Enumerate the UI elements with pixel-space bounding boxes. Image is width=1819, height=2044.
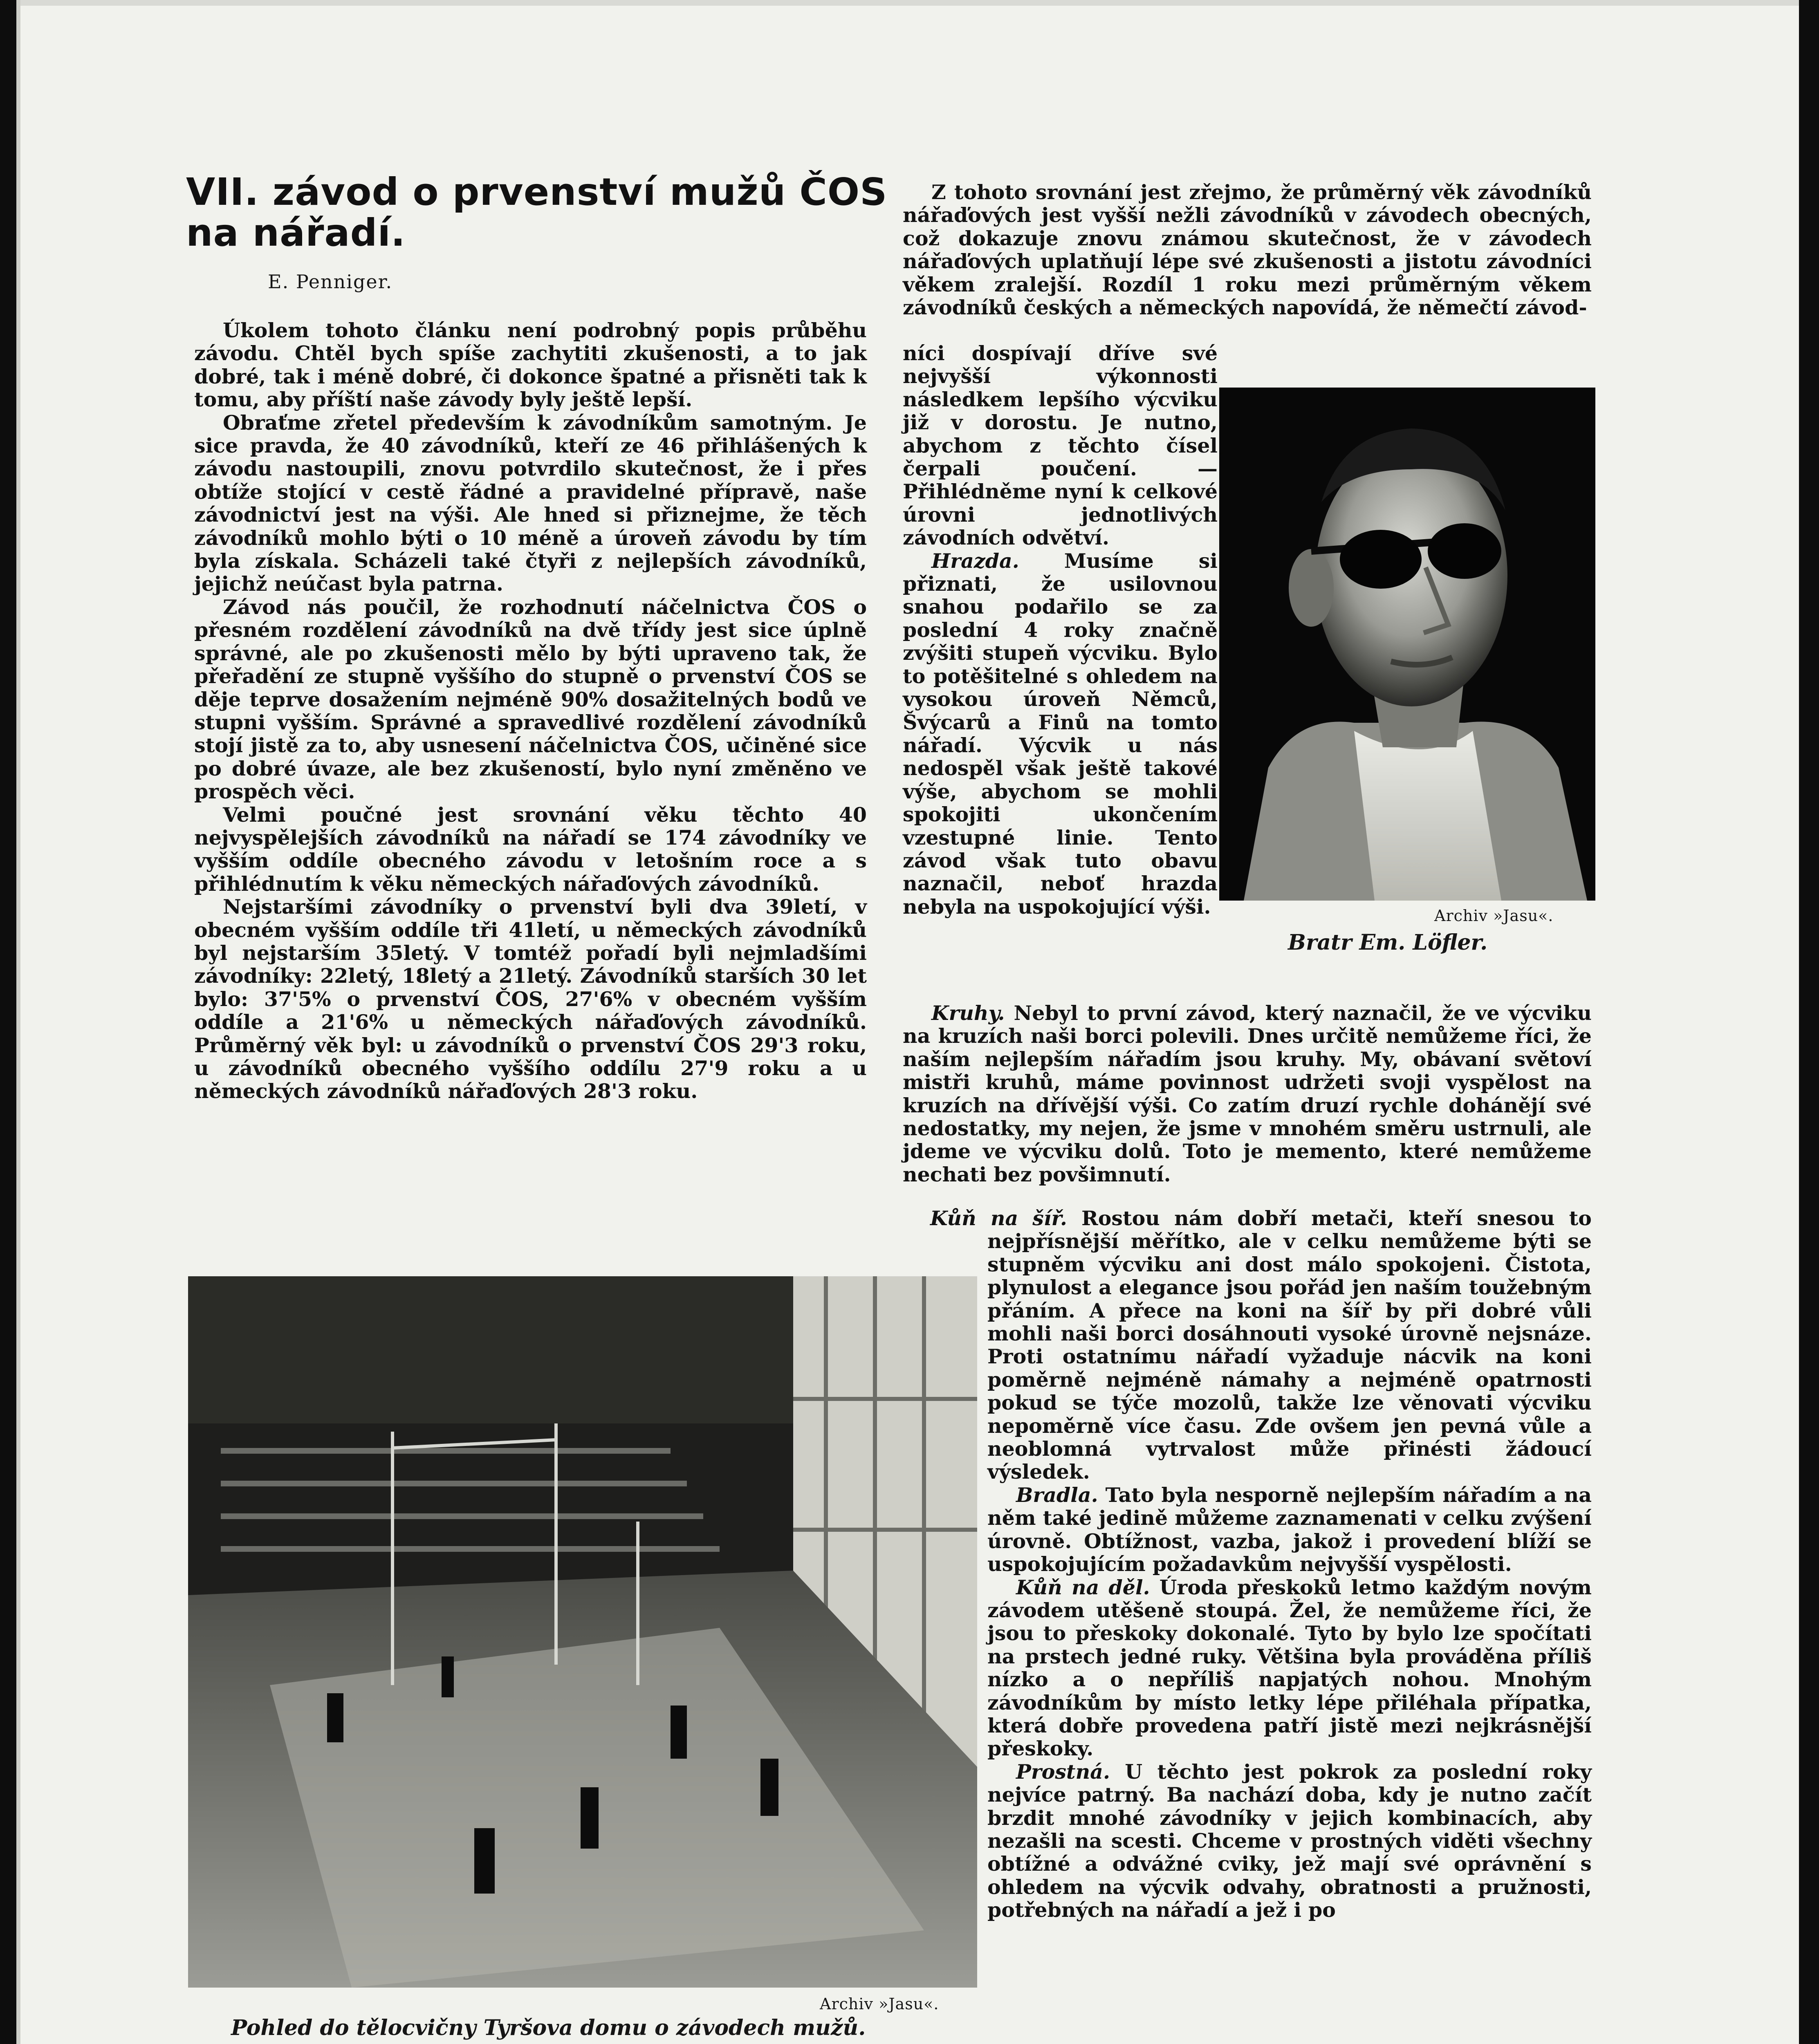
scan-edge-left [16,0,20,2044]
article-author: E. Penniger. [268,271,393,293]
portrait-caption: Bratr Em. Löfler. [1288,930,1488,955]
paragraph-bradla [987,1484,1592,1576]
gym-hall-illustration [188,1276,977,1988]
paragraph-kruhy [903,1002,1592,1186]
portrait-credit: Archiv »Jasu«. [1434,907,1554,925]
text-kruhy: Nebyl to první závod, který naznačil, že ve výcviku na kruzích naši borci polevili. Dnes určitě nemůžeme říci, že naším nejlepším nářadím jsou kruhy. My, obávaní světoví mistři kruhů, máme povinnost udržeti svoji vyspělost na kruzích na dřívější výši. Co zatím druzí rychle dohánějí své nedostatky, my nejen, že jsme v mnohém směru ustrnuli, ale jdeme ve výcviku dolů. Toto je memento, které nemůžeme nechati bez povšimnutí. [903,1001,1592,1186]
text-kun-sir: Rostou nám dobří metači, kteří snesou to nejpřísnější měřítko, ale v celku nemůžeme býti se stupněm výcviku ani dost málo spokojeni. Čistota, plynulost a elegance jsou pořád jen naším toužebným přáním. A přece na koni na šíř by při dobré vůli mohli naši borci dosáhnouti vysoké úrovně nejsnáze. Proti ostatnímu nářadí vyžaduje nácvik na koni poměrně nejméně námahy a nejméně opatrnosti pokud se týče mozolů, takže lze věnovati výcviku nepoměrně více času. Zde ovšem jen pevná vůle a neoblomná vytrvalost může přinésti žádoucí výsledek. [987,1206,1592,1484]
right-column-top [903,181,1592,319]
right-column-lower [903,1002,1592,1186]
paragraph-intro: Úkolem tohoto článku není podrobný popis průběhu závodu. Chtěl bych spíše zachytiti zkušenosti, a to jak dobré, tak i méně dobré, či dokonce špatné a přisněti tak k tomu, aby příští naše závody byly ještě lepší. [194,318,867,412]
scan-edge-top [16,0,1799,6]
magazine-page [16,0,1799,2044]
heading-hrazda: Hrazda. [931,549,1019,573]
paragraph-competitors: Obraťme zřetel především k závodníkům samotným. Je sice pravda, že 40 závodníků, kteří ze 46 přihlášených k závodu nastoupili, znovu potvrdilo skutečnost, že i přes obtíže stojící v cestě řádné a pravidelné přípravě, naše závodnictví jest na výši. Ale hned si přiznejme, že těch závodníků mohlo býti o 10 méně a úroveň závodu by tím byla získala. Scházeli také čtyři z nejlepších závodníků, jejichž neúčast byla patrna. [194,410,867,596]
left-column [194,319,867,1103]
portrait-photo [1219,388,1595,901]
glasses-left-lens [1340,530,1422,589]
heading-kun-del: Kůň na děl. [1016,1575,1150,1599]
heading-prostna: Prostná. [1016,1759,1110,1784]
heading-kun-sir: Kůň na šíř. [930,1206,1067,1230]
right-column-wrap [903,342,1218,918]
text-prostna: U těchto jest pokrok za poslední roky nejvíce patrný. Ba nachází doba, kdy je nutno začít brzdit mnohé závodníky v jejich kombinacích, aby nezašli na scesti. Chceme v prostných viděti všechny obtížné a odvážné cviky, jež mají své oprávnění s ohledem na výcvik odvahy, obratnosti a pružnosti, potřebných na nářadí a jež i po [987,1759,1592,1922]
text-bradla: Tato byla nesporně nejlepším nářadím a na něm také jedině můžeme zaznamenati v celku zvýšení úrovně. Obtížnost, vazba, jakož i provedení blíží se uspokojujícím požadavkům nejvyšší vyspělosti. [987,1483,1592,1576]
paragraph-comparison-cont: níci dospívají dříve své nejvyšší výkonnosti následkem lepšího výcviku již v dorostu. Je nutno, abychom z těchto čísel čerpali poučení. — Přihlédněme nyní k celkové úrovni jednotlivých závodních odvětví. [903,341,1218,550]
paragraph-classes: Závod nás poučil, že rozhodnutí náčelnictva ČOS o přesném rozdělení závodníků na dvě třídy jest sice úplně správné, ale po zkušenosti mělo by býti upraveno tak, že přeřadění ze stupně vyššího do stupně o prvenství ČOS se děje teprve dosažením nejméně 90% dosažitelných bodů ve stupni vyšším. Správné a spravedlivé rozdělení závodníků stojí jistě za to, aby usnesení náčelnictva ČOS, učiněné sice po dobré úvaze, ale bez zkušeností, bylo nyní změněno ve prospěch věci. [194,595,867,804]
heading-bradla: Bradla. [1016,1483,1098,1507]
hall-caption: Pohled do tělocvičny Tyršova domu o závodech mužů. [231,2015,866,2040]
text-hrazda: Musíme si přiznati, že usilovnou snahou podařilo se za poslední 4 roky značně zvýšiti stupeň výcviku. Bylo to potěšitelné s ohledem na vysokou úroveň Němců, Švýcarů a Finů na tomto nářadí. Výcvik u nás nedospěl však ještě takové výše, abychom se mohli spokojiti ukončením vzestupné linie. Tento závod však tuto obavu naznačil, neboť hrazda nebyla na uspokojující výši. [903,549,1218,919]
ear [1289,549,1334,627]
paragraph-age-stats: Nejstaršími závodníky o prvenství byli dva 39letí, v obecném vyšším oddíle tři 41letí, u německých závodníků byl nejstarším 35letý. V tomtéž pořadí byli nejmladšími závodníky: 22letý, 18letý a 21letý. Závodníků starších 30 let bylo: 37'5% o prvenství ČOS, 27'6% v obecném vyšším oddíle a 21'6% u německých nářaďových závodníků. Průměrný věk byl: u závodníků o prvenství ČOS 29'3 roku, u závodníků obecného vyššího oddílu 27'9 roku a u německých závodníků nářaďových 28'3 roku. [194,895,867,1103]
right-column-lower-2 [930,1206,1592,1922]
paragraph-comparison-result: Z tohoto srovnání jest zřejmo, že průměrný věk závodníků nářaďových jest vyšší nežli závodníků v závodech obecných, což dokazuje znovu známou skutečnost, že v závodech nářaďových uplatňují lépe své zkušenosti a jistotu závodníci věkem zralejší. Rozdíl 1 roku mezi průměrným věkem závodníků českých a německých napovídá, že němečtí závod- [903,180,1592,320]
gym-hall-photo [188,1276,977,1988]
text-kun-del: Úroda přeskoků letmo každým novým závodem utěšeně stoupá. Žel, že nemůžeme říci, že jsou to přeskoky dokonalé. Tyto by bylo lze spočítati na prstech jedné ruky. Většina byla prováděna příliš nízko a o nepříliš napjatých nohou. Mnohým závodníkům by místo letky lépe přiléhala přípatka, která dobře provedena patří jistě mezi nejkrásnější přeskoky. [987,1575,1592,1761]
portrait-illustration [1219,388,1595,901]
paragraph-kun-del [987,1576,1592,1760]
paragraph-kun-sir [930,1206,1592,1484]
article-title: VII. závod o prvenství mužů ČOS na nářadí. [186,170,888,255]
paragraph-hrazda [903,549,1218,919]
heading-kruhy: Kruhy. [931,1001,1005,1025]
glasses-right-lens [1428,523,1501,579]
hall-credit: Archiv »Jasu«. [820,1995,939,2013]
paragraph-age-comparison: Velmi poučné jest srovnání věku těchto 40 nejvyspělejších závodníků na nářadí se 174 závodníky ve vyšším oddíle obecného závodu v letošním roce a s přihlédnutím k věku německých nářaďových závodníků. [194,802,867,896]
paragraph-prostna [987,1760,1592,1922]
